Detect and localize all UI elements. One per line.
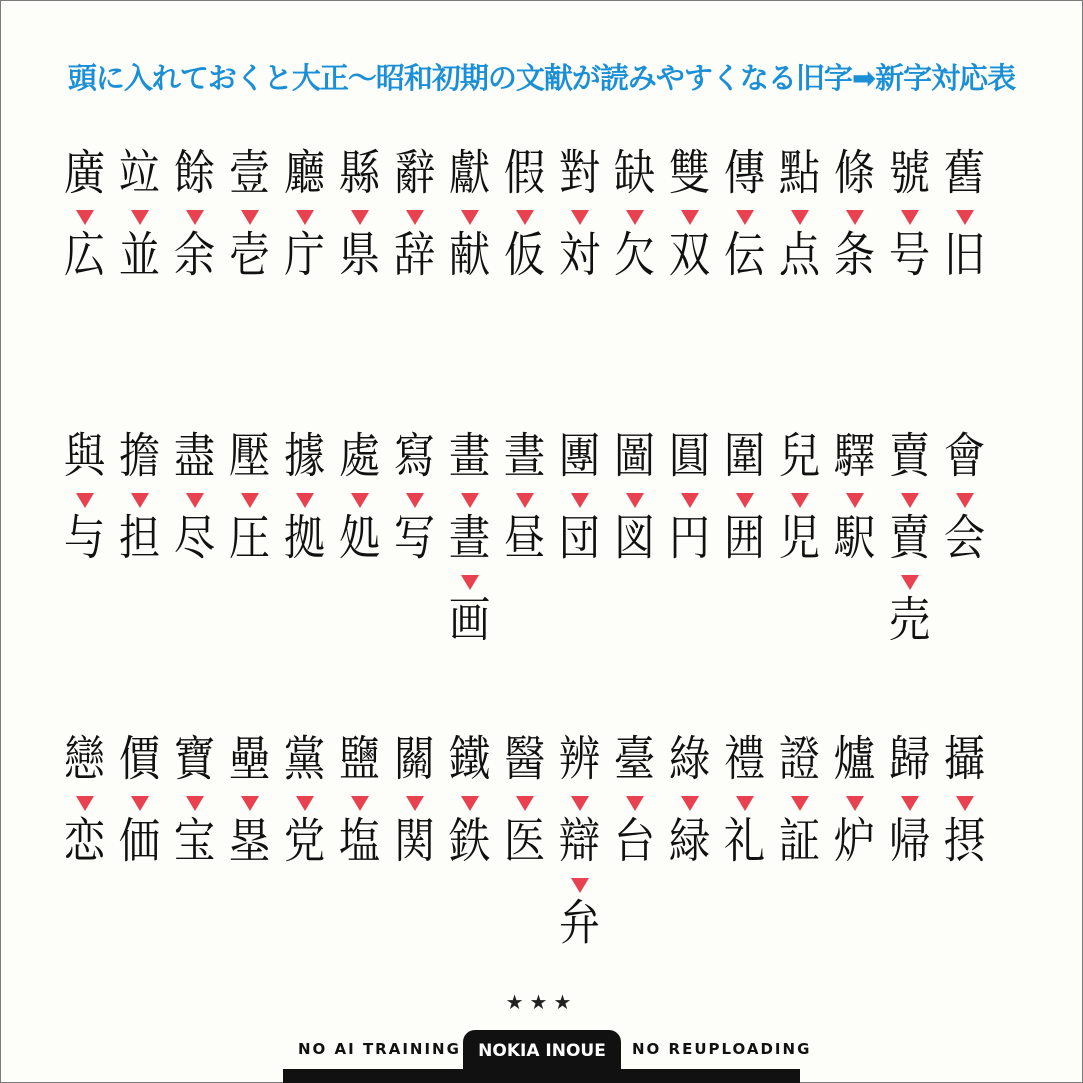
kanji-pair — [442, 731, 497, 869]
down-arrow-icon — [626, 493, 644, 508]
new-kanji: 証 — [778, 813, 821, 869]
new-kanji: 伝 — [723, 227, 766, 283]
new-kanji: 献 — [448, 227, 491, 283]
star-divider: ★★★ — [505, 990, 578, 1014]
old-kanji: 擔 — [118, 428, 161, 484]
down-arrow-icon — [186, 796, 204, 811]
variant-kanji: 辯 — [558, 813, 601, 869]
down-arrow-icon — [846, 210, 864, 225]
old-kanji: 兒 — [778, 428, 821, 484]
new-kanji: 帰 — [888, 813, 931, 869]
new-kanji: 会 — [943, 510, 986, 566]
kanji-pair — [332, 145, 387, 283]
old-kanji: 價 — [118, 731, 161, 787]
old-kanji: 圓 — [668, 428, 711, 484]
new-kanji: 欠 — [613, 227, 656, 283]
kanji-pair — [717, 731, 772, 869]
new-kanji: 価 — [118, 813, 161, 869]
down-arrow-icon — [406, 493, 424, 508]
down-arrow-icon — [186, 210, 204, 225]
kanji-pair — [387, 145, 442, 283]
old-kanji: 壘 — [228, 731, 271, 787]
old-kanji: 攝 — [943, 731, 986, 787]
new-kanji: 囲 — [723, 510, 766, 566]
down-arrow-icon — [571, 493, 589, 508]
old-kanji: 縣 — [338, 145, 381, 201]
kanji-pair — [497, 731, 552, 869]
kanji-pair — [57, 731, 112, 869]
down-arrow-icon — [736, 210, 754, 225]
kanji-pair — [662, 428, 717, 566]
kanji-pair — [607, 731, 662, 869]
new-kanji: 弁 — [558, 895, 601, 951]
old-kanji: 與 — [63, 428, 106, 484]
kanji-pair — [222, 731, 277, 869]
new-kanji: 写 — [393, 510, 436, 566]
kanji-pair — [937, 428, 992, 566]
old-kanji: 驛 — [833, 428, 876, 484]
kanji-pair — [937, 145, 992, 283]
old-kanji: 禮 — [723, 731, 766, 787]
new-kanji: 広 — [63, 227, 106, 283]
old-kanji: 團 — [558, 428, 601, 484]
kanji-pair — [222, 145, 277, 283]
kanji-pair — [717, 145, 772, 283]
old-kanji: 辭 — [393, 145, 436, 201]
old-kanji: 傳 — [723, 145, 766, 201]
down-arrow-icon — [461, 210, 479, 225]
kanji-pair — [277, 731, 332, 869]
down-arrow-icon — [131, 493, 149, 508]
new-kanji: 処 — [338, 510, 381, 566]
old-kanji: 缺 — [613, 145, 656, 201]
new-kanji: 緑 — [668, 813, 711, 869]
down-arrow-icon — [681, 796, 699, 811]
page-title: 頭に入れておくと大正〜昭和初期の文献が読みやすくなる旧字➡新字対応表 — [67, 61, 1016, 95]
old-kanji: 獻 — [448, 145, 491, 201]
new-kanji: 炉 — [833, 813, 876, 869]
new-kanji: 塁 — [228, 813, 271, 869]
new-kanji: 台 — [613, 813, 656, 869]
down-arrow-icon — [846, 796, 864, 811]
old-kanji: 寫 — [393, 428, 436, 484]
old-kanji: 壓 — [228, 428, 271, 484]
kanji-pair — [607, 428, 662, 566]
author-name: NOKIA INOUE — [478, 1041, 606, 1061]
down-arrow-icon — [76, 493, 94, 508]
old-kanji: 圖 — [613, 428, 656, 484]
kanji-pair — [167, 731, 222, 869]
down-arrow-icon — [296, 210, 314, 225]
kanji-pair — [882, 145, 937, 283]
new-kanji: 礼 — [723, 813, 766, 869]
kanji-pair — [442, 428, 497, 648]
kanji-pair — [717, 428, 772, 566]
new-kanji: 双 — [668, 227, 711, 283]
old-kanji: 鐵 — [448, 731, 491, 787]
new-kanji: 塩 — [338, 813, 381, 869]
down-arrow-icon — [681, 210, 699, 225]
kanji-pair — [57, 428, 112, 566]
down-arrow-icon — [681, 493, 699, 508]
old-kanji: 點 — [778, 145, 821, 201]
old-kanji: 餘 — [173, 145, 216, 201]
down-arrow-icon — [736, 493, 754, 508]
old-kanji: 晝 — [503, 428, 546, 484]
down-arrow-icon — [406, 796, 424, 811]
down-arrow-icon — [186, 493, 204, 508]
new-kanji: 辞 — [393, 227, 436, 283]
old-kanji: 假 — [503, 145, 546, 201]
down-arrow-icon — [791, 493, 809, 508]
old-kanji: 醫 — [503, 731, 546, 787]
kanji-pair — [222, 428, 277, 566]
down-arrow-icon — [461, 493, 479, 508]
down-arrow-icon — [461, 575, 479, 590]
down-arrow-icon — [296, 796, 314, 811]
old-kanji: 臺 — [613, 731, 656, 787]
old-kanji: 鹽 — [338, 731, 381, 787]
down-arrow-icon — [901, 575, 919, 590]
new-kanji: 与 — [63, 510, 106, 566]
old-kanji: 綠 — [668, 731, 711, 787]
old-kanji: 竝 — [118, 145, 161, 201]
kanji-pair — [387, 731, 442, 869]
new-kanji: 旧 — [943, 227, 986, 283]
down-arrow-icon — [296, 493, 314, 508]
new-kanji: 画 — [448, 592, 491, 648]
new-kanji: 医 — [503, 813, 546, 869]
down-arrow-icon — [791, 210, 809, 225]
new-kanji: 尽 — [173, 510, 216, 566]
down-arrow-icon — [241, 493, 259, 508]
old-kanji: 盡 — [173, 428, 216, 484]
old-kanji: 賣 — [888, 428, 931, 484]
new-kanji: 昼 — [503, 510, 546, 566]
old-kanji: 會 — [943, 428, 986, 484]
kanji-pair — [607, 145, 662, 283]
old-kanji: 戀 — [63, 731, 106, 787]
new-kanji: 図 — [613, 510, 656, 566]
new-kanji: 余 — [173, 227, 216, 283]
kanji-pair — [882, 428, 937, 648]
down-arrow-icon — [901, 796, 919, 811]
down-arrow-icon — [461, 796, 479, 811]
down-arrow-icon — [351, 493, 369, 508]
new-kanji: 号 — [888, 227, 931, 283]
old-kanji: 寶 — [173, 731, 216, 787]
old-kanji: 爐 — [833, 731, 876, 787]
no-ai-training-notice: NO AI TRAINING — [298, 1040, 461, 1058]
down-arrow-icon — [901, 210, 919, 225]
new-kanji: 県 — [338, 227, 381, 283]
down-arrow-icon — [846, 493, 864, 508]
down-arrow-icon — [901, 493, 919, 508]
new-kanji: 鉄 — [448, 813, 491, 869]
kanji-pair — [772, 731, 827, 869]
kanji-pair — [332, 428, 387, 566]
new-kanji: 庁 — [283, 227, 326, 283]
down-arrow-icon — [571, 796, 589, 811]
kanji-pair — [772, 145, 827, 283]
down-arrow-icon — [571, 878, 589, 893]
new-kanji: 関 — [393, 813, 436, 869]
old-kanji: 歸 — [888, 731, 931, 787]
down-arrow-icon — [351, 796, 369, 811]
kanji-pair — [662, 731, 717, 869]
new-kanji: 党 — [283, 813, 326, 869]
kanji-pair — [167, 428, 222, 566]
old-kanji: 條 — [833, 145, 876, 201]
kanji-pair — [827, 145, 882, 283]
kanji-pair — [772, 428, 827, 566]
down-arrow-icon — [76, 210, 94, 225]
down-arrow-icon — [241, 796, 259, 811]
down-arrow-icon — [626, 210, 644, 225]
down-arrow-icon — [516, 796, 534, 811]
old-kanji: 號 — [888, 145, 931, 201]
footer-bar — [283, 1069, 800, 1083]
down-arrow-icon — [956, 210, 974, 225]
kanji-pair — [497, 428, 552, 566]
new-kanji: 売 — [888, 592, 931, 648]
kanji-pair — [332, 731, 387, 869]
kanji-pair — [497, 145, 552, 283]
new-kanji: 駅 — [833, 510, 876, 566]
down-arrow-icon — [791, 796, 809, 811]
no-reuploading-notice: NO REUPLOADING — [632, 1040, 812, 1058]
down-arrow-icon — [956, 493, 974, 508]
kanji-pair — [112, 145, 167, 283]
old-kanji: 舊 — [943, 145, 986, 201]
new-kanji: 宝 — [173, 813, 216, 869]
old-kanji: 雙 — [668, 145, 711, 201]
kanji-pair — [167, 145, 222, 283]
down-arrow-icon — [131, 210, 149, 225]
new-kanji: 並 — [118, 227, 161, 283]
down-arrow-icon — [241, 210, 259, 225]
new-kanji: 仮 — [503, 227, 546, 283]
down-arrow-icon — [406, 210, 424, 225]
new-kanji: 摂 — [943, 813, 986, 869]
old-kanji: 圍 — [723, 428, 766, 484]
kanji-pair — [552, 428, 607, 566]
old-kanji: 據 — [283, 428, 326, 484]
old-kanji: 關 — [393, 731, 436, 787]
old-kanji: 壹 — [228, 145, 271, 201]
kanji-pair — [112, 731, 167, 869]
new-kanji: 児 — [778, 510, 821, 566]
new-kanji: 恋 — [63, 813, 106, 869]
kanji-pair — [112, 428, 167, 566]
down-arrow-icon — [736, 796, 754, 811]
down-arrow-icon — [516, 210, 534, 225]
new-kanji: 団 — [558, 510, 601, 566]
new-kanji: 担 — [118, 510, 161, 566]
down-arrow-icon — [516, 493, 534, 508]
down-arrow-icon — [626, 796, 644, 811]
kanji-pair — [57, 145, 112, 283]
old-kanji: 證 — [778, 731, 821, 787]
new-kanji: 壱 — [228, 227, 271, 283]
kanji-pair — [387, 428, 442, 566]
kanji-pair — [827, 428, 882, 566]
new-kanji: 圧 — [228, 510, 271, 566]
kanji-pair — [937, 731, 992, 869]
kanji-pair — [442, 145, 497, 283]
old-kanji: 畫 — [448, 428, 491, 484]
down-arrow-icon — [351, 210, 369, 225]
down-arrow-icon — [131, 796, 149, 811]
variant-kanji: 賣 — [888, 510, 931, 566]
new-kanji: 円 — [668, 510, 711, 566]
kanji-pair — [552, 731, 607, 951]
new-kanji: 点 — [778, 227, 821, 283]
kanji-pair — [552, 145, 607, 283]
old-kanji: 對 — [558, 145, 601, 201]
new-kanji: 対 — [558, 227, 601, 283]
old-kanji: 辨 — [558, 731, 601, 787]
old-kanji: 廣 — [63, 145, 106, 201]
old-kanji: 黨 — [283, 731, 326, 787]
old-kanji: 處 — [338, 428, 381, 484]
down-arrow-icon — [571, 210, 589, 225]
kanji-pair — [277, 145, 332, 283]
down-arrow-icon — [956, 796, 974, 811]
kanji-pair — [827, 731, 882, 869]
new-kanji: 条 — [833, 227, 876, 283]
variant-kanji: 晝 — [448, 510, 491, 566]
old-kanji: 廳 — [283, 145, 326, 201]
kanji-pair — [882, 731, 937, 869]
kanji-pair — [662, 145, 717, 283]
down-arrow-icon — [76, 796, 94, 811]
kanji-pair — [277, 428, 332, 566]
new-kanji: 拠 — [283, 510, 326, 566]
